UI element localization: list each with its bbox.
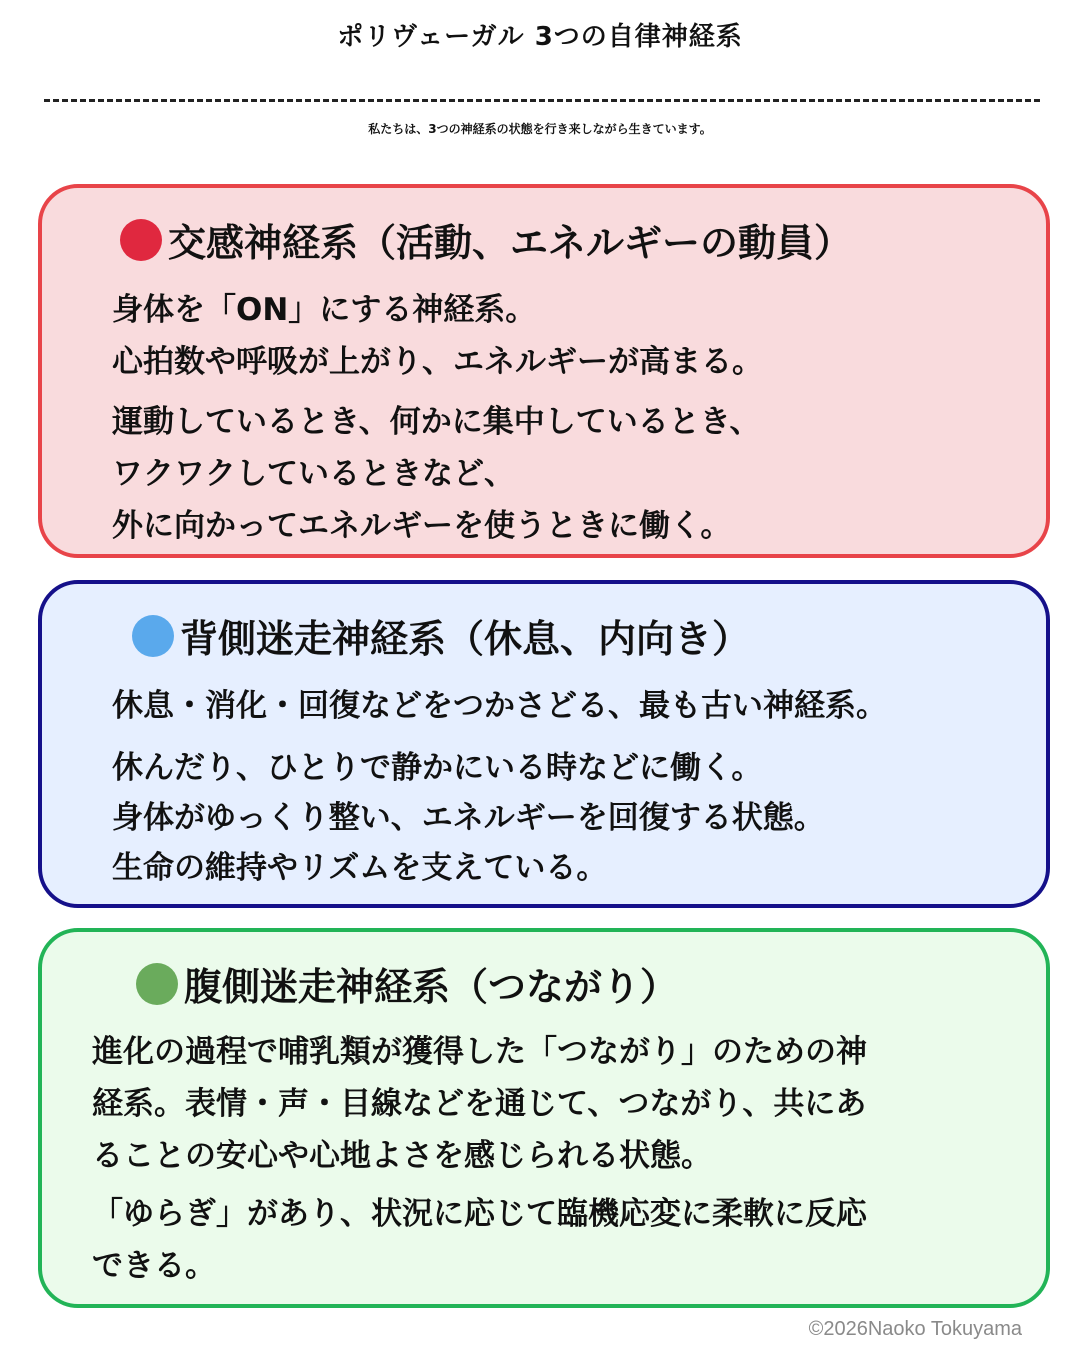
- dorsal-vagal-line: 休息・消化・回復などをつかさどる、最も古い神経系。: [112, 688, 887, 724]
- sympathetic-line: 外に向かってエネルギーを使うときに働く。: [112, 508, 732, 544]
- blue-circle-icon: [132, 615, 174, 657]
- green-circle-icon: [136, 963, 178, 1005]
- sympathetic-card: [38, 184, 1050, 558]
- ventral-vagal-heading-row: [136, 956, 678, 1011]
- dorsal-vagal-body: [112, 680, 887, 892]
- ventral-vagal-heading: 腹側迷走神経系（つながり）: [184, 965, 679, 1009]
- sympathetic-line: 心拍数や呼吸が上がり、エネルギーが高まる。: [112, 344, 763, 380]
- dashed-divider: [44, 99, 1040, 102]
- sympathetic-line: 運動しているとき、何かに集中しているとき、: [112, 404, 761, 440]
- page-title: ポリヴェーガル 3つの自律神経系: [337, 22, 743, 52]
- sympathetic-line: ワクワクしているときなど、: [112, 456, 515, 492]
- sympathetic-heading-row: [120, 212, 852, 267]
- dorsal-vagal-line: 身体がゆっくり整い、エネルギーを回復する状態。: [112, 800, 825, 836]
- ventral-vagal-body: [92, 1026, 867, 1292]
- page-subtitle: 私たちは、3つの神経系の状態を行き来しながら生きています。: [368, 122, 712, 136]
- ventral-vagal-line: できる。: [92, 1248, 216, 1284]
- sympathetic-line: 身体を「ON」にする神経系。: [112, 292, 537, 328]
- dorsal-vagal-heading-row: [132, 608, 750, 663]
- sympathetic-heading: 交感神経系（活動、エネルギーの動員）: [168, 221, 853, 265]
- ventral-vagal-line: 進化の過程で哺乳類が獲得した「つながり」のための神: [92, 1034, 867, 1070]
- dorsal-vagal-line: 生命の維持やリズムを支えている。: [112, 850, 608, 886]
- sympathetic-body: [112, 284, 763, 552]
- dorsal-vagal-line: 休んだり、ひとりで静かにいる時などに働く。: [112, 750, 763, 786]
- copyright-text: ©2026Naoko Tokuyama: [808, 1318, 1022, 1340]
- ventral-vagal-line: ることの安心や心地よさを感じられる状態。: [92, 1138, 712, 1174]
- ventral-vagal-line: 経系。表情・声・目線などを通じて、つながり、共にあ: [92, 1086, 867, 1122]
- red-circle-icon: [120, 219, 162, 261]
- ventral-vagal-line: 「ゆらぎ」があり、状況に応じて臨機応変に柔軟に反応: [92, 1196, 867, 1232]
- dorsal-vagal-card: [38, 580, 1050, 908]
- dorsal-vagal-heading: 背側迷走神経系（休息、内向き）: [180, 617, 751, 661]
- ventral-vagal-card: [38, 928, 1050, 1308]
